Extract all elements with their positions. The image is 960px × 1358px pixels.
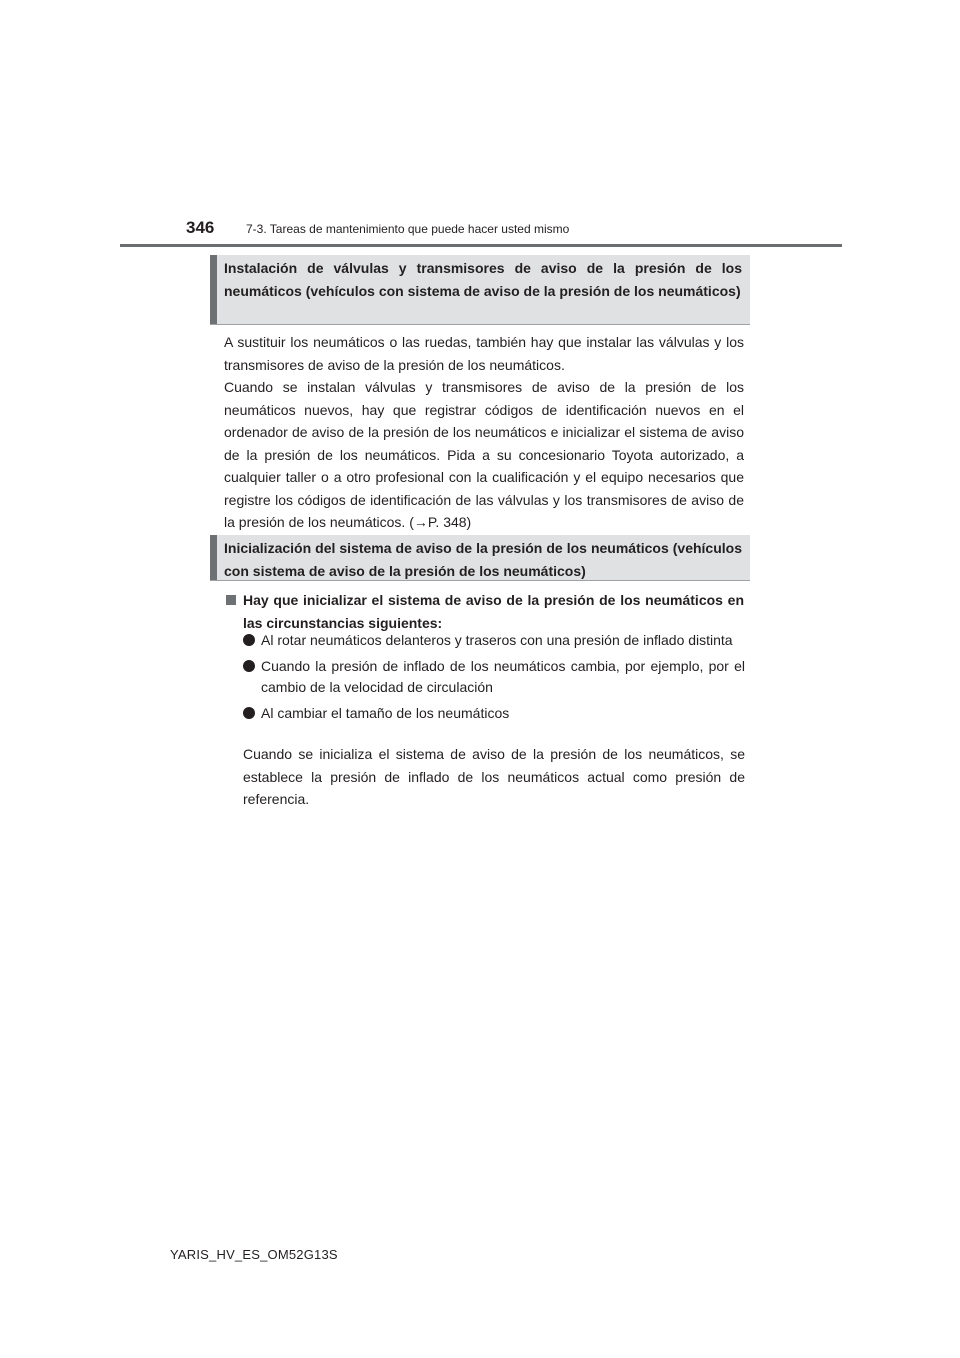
bullet-list bbox=[243, 630, 745, 728]
list-item-text: Cuando la presión de inflado de los neumáticos cambia, por ejemplo, por el cambio de la velocidad de circulación bbox=[261, 657, 745, 695]
header-divider bbox=[120, 244, 842, 247]
paragraph: A sustituir los neumáticos o las ruedas, también hay que instalar las válvulas y los transmisores de aviso de la presión de los neumáticos. bbox=[224, 334, 744, 373]
subheading bbox=[226, 589, 744, 634]
section-heading-initialization bbox=[210, 535, 750, 581]
paragraph: Cuando se inicializa el sistema de aviso de la presión de los neumáticos, se establece la presión de inflado de los neumáticos actual como presión de referencia. bbox=[243, 746, 745, 807]
bullet-dot-icon bbox=[243, 707, 255, 719]
list-item-text: Al cambiar el tamaño de los neumáticos bbox=[261, 704, 510, 721]
list-item bbox=[243, 703, 745, 725]
document-code: YARIS_HV_ES_OM52G13S bbox=[170, 1247, 338, 1262]
bullet-dot-icon bbox=[243, 660, 255, 672]
section-heading-valves bbox=[210, 255, 750, 325]
bullet-dot-icon bbox=[243, 634, 255, 646]
list-item-text: Al rotar neumáticos delanteros y traseros con una presión de inflado distinta bbox=[261, 632, 733, 648]
page-number: 346 bbox=[186, 218, 215, 237]
section-title: Inicialización del sistema de aviso de la presión de los neumáticos (vehículos con sistema de aviso de la presión de los neumáticos) bbox=[224, 540, 742, 579]
paragraph: Cuando se instalan válvulas y transmisores de aviso de la presión de los neumáticos nuevos, hay que registrar códigos de identificación nuevos en el ordenador de aviso de la presión de los neumáticos e inicializar el sistema de aviso de la presión de los neumáticos. Pida a su concesionario Toyota autorizado, a cualquier taller o a otro profesional con la cualificación y el equipo necesarios que registre los códigos de identificación de las válvulas y los transmisores de aviso de la presión de los neumáticos. (→P. 348) bbox=[224, 379, 744, 530]
chapter-title: 7-3. Tareas de mantenimiento que puede hacer usted mismo bbox=[246, 222, 570, 236]
square-bullet-icon bbox=[226, 595, 236, 605]
subheading-text: Hay que inicializar el sistema de aviso de la presión de los neumáticos en las circunstancias siguientes: bbox=[243, 592, 744, 631]
section-title: Instalación de válvulas y transmisores de aviso de la presión de los neumáticos (vehículos con sistema de aviso de la presión de los neumáticos) bbox=[224, 260, 742, 299]
list-item bbox=[243, 630, 745, 652]
list-item bbox=[243, 656, 745, 699]
